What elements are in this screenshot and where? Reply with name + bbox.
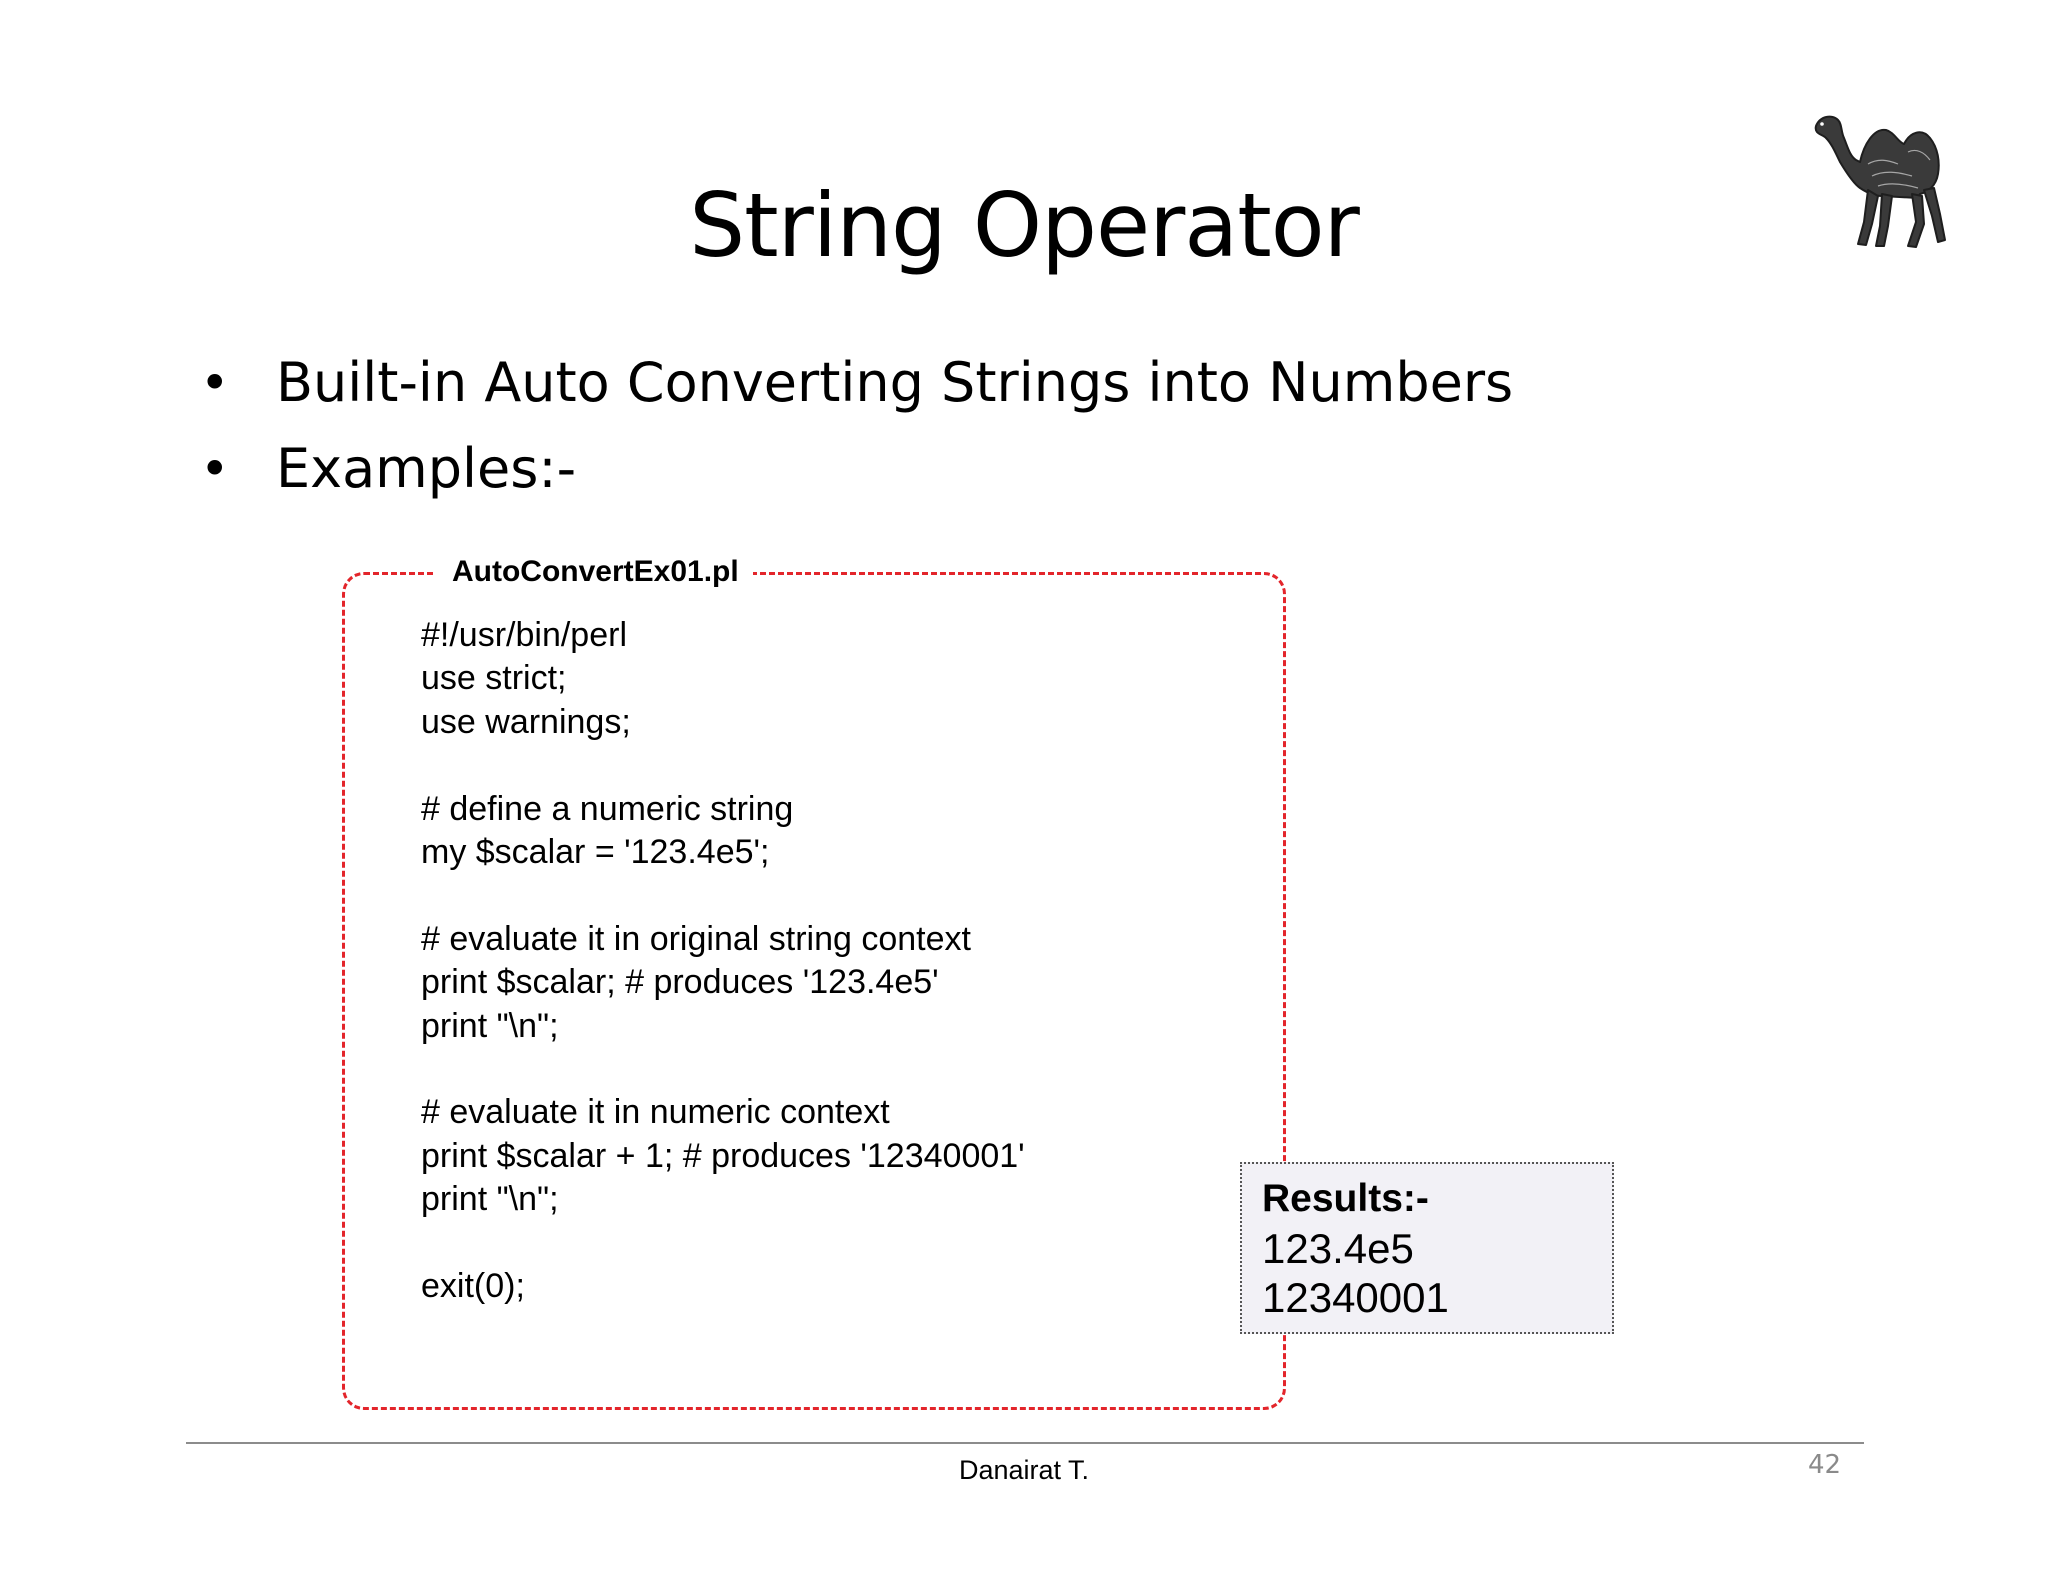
bullet-dot: • <box>200 354 230 412</box>
code-line: # define a numeric string <box>421 789 794 828</box>
code-line: print "\n"; <box>421 1006 559 1045</box>
code-listing <box>421 614 1025 1308</box>
code-filename: AutoConvertEx01.pl <box>434 548 753 596</box>
code-line <box>421 1221 1025 1264</box>
code-line <box>421 874 1025 917</box>
footer-author: Danairat T. <box>958 1455 1090 1485</box>
results-line: 12340001 <box>1262 1274 1449 1321</box>
perl-camel-icon <box>1808 104 1948 254</box>
bullet-text: Built-in Auto Converting Strings into Numbers <box>276 351 1514 414</box>
bullet-text: Examples:- <box>276 437 577 500</box>
code-line: my $scalar = '123.4e5'; <box>421 832 770 871</box>
footer-divider <box>186 1442 1864 1444</box>
code-line: use strict; <box>421 659 567 698</box>
results-line: 123.4e5 <box>1262 1225 1414 1272</box>
code-line <box>421 1048 1025 1091</box>
code-line: print $scalar; # produces '123.4e5' <box>421 963 939 1002</box>
bullet-dot: • <box>200 440 230 498</box>
code-line: print "\n"; <box>421 1180 559 1219</box>
results-heading: Results:- <box>1262 1177 1429 1220</box>
page-number: 42 <box>1808 1450 1842 1480</box>
bullet-item <box>200 340 1513 426</box>
code-line: print $scalar + 1; # produces '12340001' <box>421 1136 1025 1175</box>
slide-title: String Operator <box>689 174 1359 277</box>
results-box <box>1240 1162 1614 1334</box>
code-line: # evaluate it in original string context <box>421 919 971 958</box>
bullet-list <box>200 340 1513 512</box>
code-line <box>421 744 1025 787</box>
code-line: use warnings; <box>421 702 631 741</box>
bullet-item <box>200 426 1513 512</box>
code-line: exit(0); <box>421 1266 525 1305</box>
code-line: # evaluate it in numeric context <box>421 1093 890 1132</box>
code-line: #!/usr/bin/perl <box>421 616 627 654</box>
